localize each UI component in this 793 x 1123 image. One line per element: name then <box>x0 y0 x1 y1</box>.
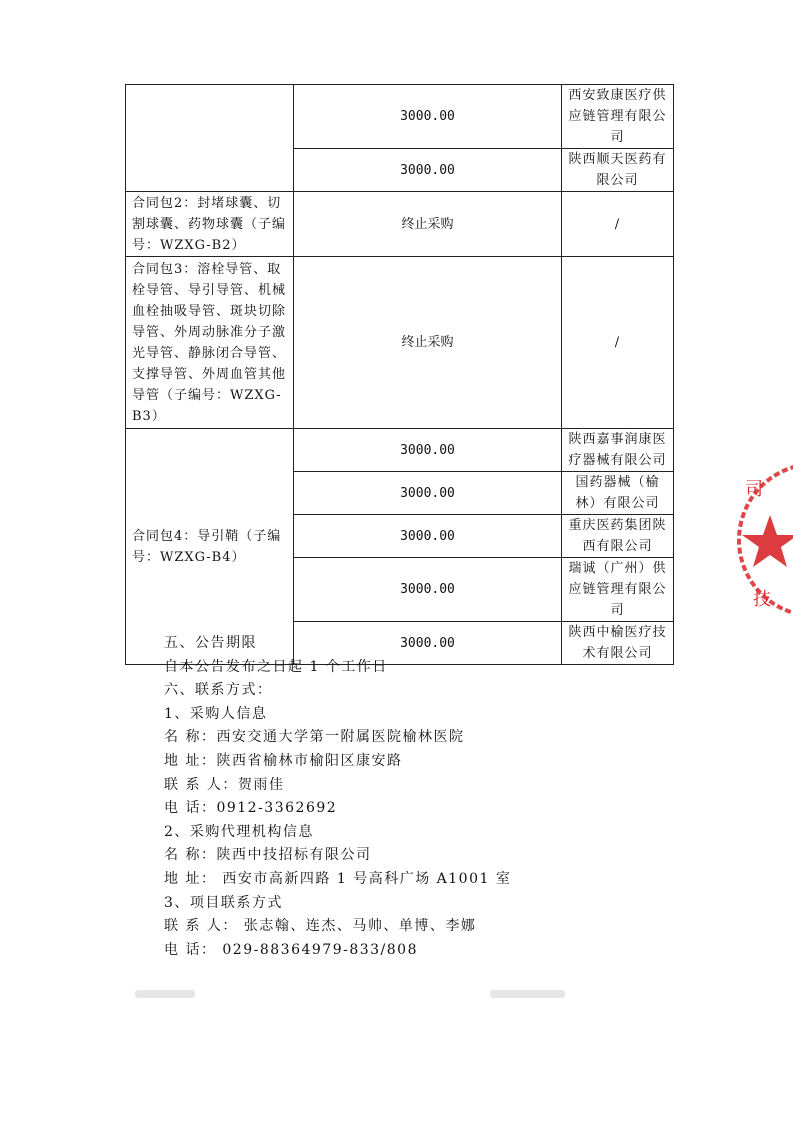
company-seal-stamp <box>735 455 793 625</box>
amount-cell: 终止采购 <box>294 192 562 257</box>
supplier-cell: 陕西中榆医疗技术有限公司 <box>562 622 674 665</box>
award-result-table <box>125 84 674 665</box>
supplier-cell: 国药器械（榆林）有限公司 <box>562 472 674 515</box>
project-phone: 电 话： 029-88364979-833/808 <box>164 941 419 958</box>
amount-cell: 3000.00 <box>294 515 562 558</box>
amount-cell: 3000.00 <box>294 622 562 665</box>
amount-cell: 3000.00 <box>294 149 562 192</box>
agency-heading: 2、采购代理机构信息 <box>164 823 314 840</box>
table-row <box>126 257 674 429</box>
project-heading: 3、项目联系方式 <box>164 894 283 911</box>
section6-heading: 六、联系方式： <box>164 682 273 699</box>
table-row <box>126 85 674 149</box>
package-cell: 合同包4：导引鞘（子编号：WZXG-B4） <box>126 429 294 665</box>
section5-heading: 五、公告期限 <box>164 635 257 651</box>
supplier-cell: / <box>562 257 674 429</box>
faint-mark <box>135 990 195 998</box>
project-contact: 联 系 人： 张志翰、连杰、马帅、单博、李娜 <box>164 918 477 935</box>
package-cell: 合同包3：溶栓导管、取栓导管、导引导管、机械血栓抽吸导管、斑块切除导管、外周动脉准分子激光导管、静脉闭合导管、支撑导管、外周血管其他导管（子编号：WZXG-B3） <box>126 257 294 429</box>
table-row <box>126 429 674 472</box>
supplier-cell: 西安致康医疗供应链管理有限公司 <box>562 85 674 149</box>
purchaser-contact: 联 系 人：贺雨佳 <box>164 776 285 793</box>
purchaser-phone: 电 话：0912-3362692 <box>164 800 338 817</box>
seal-text-bottom: 技 <box>753 589 771 610</box>
faint-mark <box>490 990 565 998</box>
amount-cell: 终止采购 <box>294 257 562 429</box>
section5-text: 自本公告发布之日起 1 个工作日 <box>164 658 388 675</box>
amount-cell: 3000.00 <box>294 472 562 515</box>
agency-name: 名 称：陕西中技招标有限公司 <box>164 847 372 864</box>
amount-cell: 3000.00 <box>294 85 562 149</box>
purchaser-heading: 1、采购人信息 <box>164 705 268 722</box>
supplier-cell: / <box>562 192 674 257</box>
package-cell: 合同包2：封堵球囊、切割球囊、药物球囊（子编号：WZXG-B2） <box>126 192 294 257</box>
seal-text-top: 司 <box>745 479 763 500</box>
table-row <box>126 192 674 257</box>
purchaser-name: 名 称：西安交通大学第一附属医院榆林医院 <box>164 729 465 746</box>
supplier-cell: 重庆医药集团陕西有限公司 <box>562 515 674 558</box>
purchaser-address: 地 址：陕西省榆林市榆阳区康安路 <box>164 752 403 769</box>
package-cell <box>126 85 294 192</box>
supplier-cell: 陕西嘉事润康医疗器械有限公司 <box>562 429 674 472</box>
agency-address: 地 址： 西安市高新四路 1 号高科广场 A1001 室 <box>164 870 512 887</box>
supplier-cell: 陕西顺天医药有限公司 <box>562 149 674 192</box>
notice-body <box>164 632 724 962</box>
amount-cell: 3000.00 <box>294 429 562 472</box>
amount-cell: 3000.00 <box>294 558 562 622</box>
supplier-cell: 瑞诚（广州）供应链管理有限公司 <box>562 558 674 622</box>
